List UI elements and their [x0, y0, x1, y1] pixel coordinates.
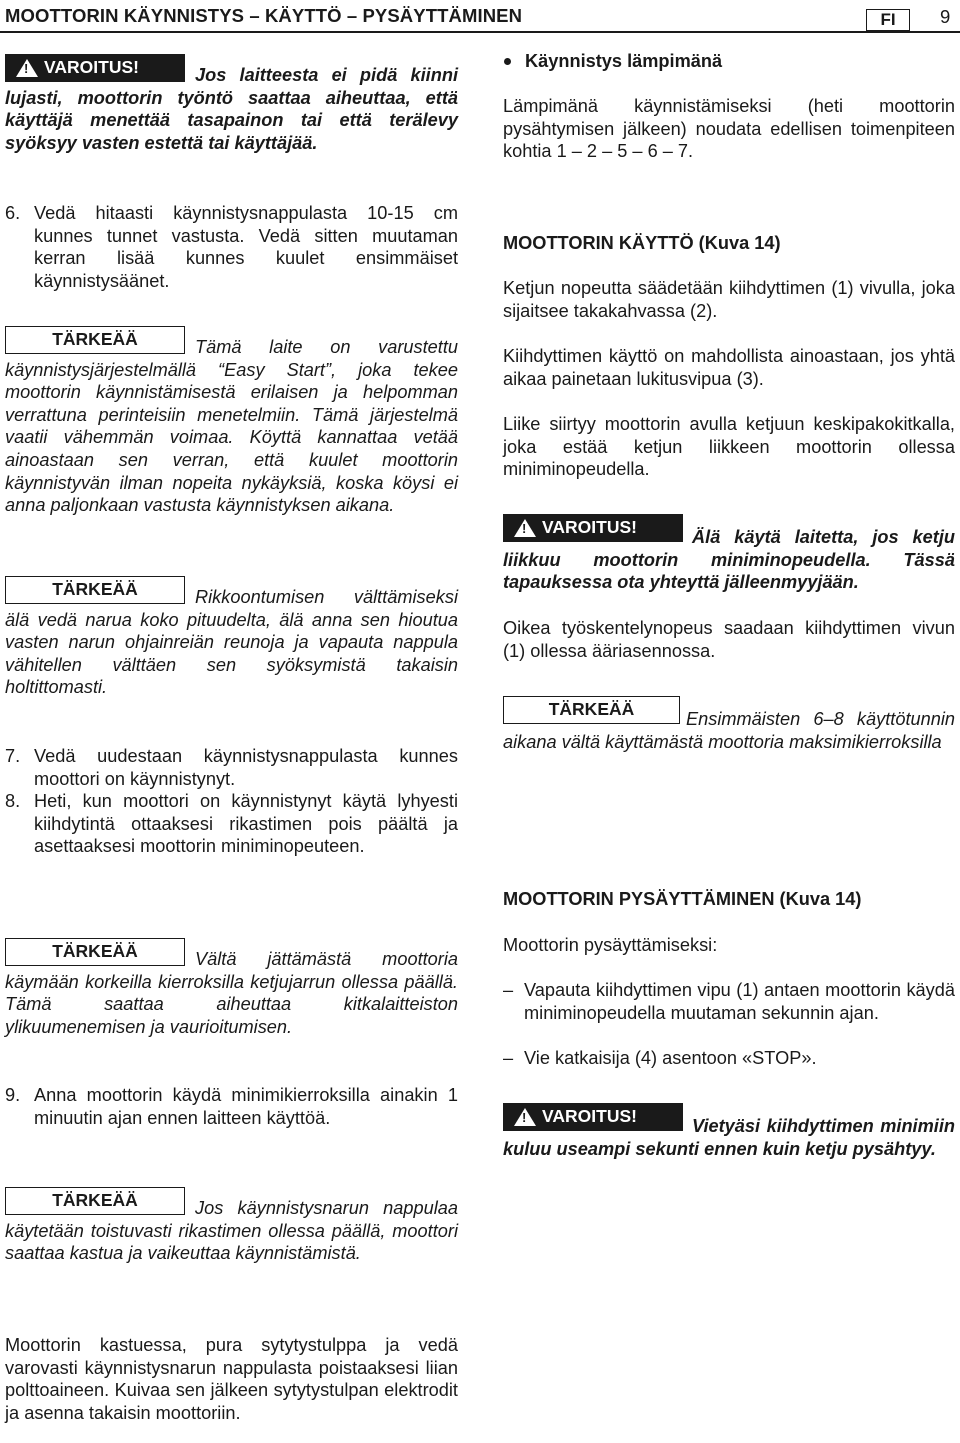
- engine-use-paragraph-1: Ketjun nopeutta säädetään kiihdyttimen (1) vivulla, joka sijaitsee takakahvassa (2).: [503, 278, 955, 321]
- stop-step-text: Vapauta kiihdyttimen vipu (1) antaen moottorin käydä miniminopeudella muutaman sekunnin ajan.: [524, 980, 955, 1023]
- important-label: TÄRKEÄÄ: [5, 576, 185, 604]
- step-number: 8.: [5, 791, 21, 811]
- warning-label-text: VAROITUS!: [44, 57, 139, 77]
- step-text: Vedä hitaasti käynnistysnappulasta 10-15 cm kunnes tunnet vastusta. Vedä sitten muutaman kerran lisää kunnes kuulet ensimmäiset käynnistysäänet.: [34, 203, 458, 291]
- warning-label-text: VAROITUS!: [542, 517, 637, 537]
- important-label: TÄRKEÄÄ: [503, 696, 680, 724]
- dash-icon: –: [503, 1048, 514, 1068]
- step-number: 9.: [5, 1085, 21, 1105]
- step-number: 6.: [5, 203, 21, 223]
- important-label: TÄRKEÄÄ: [5, 938, 185, 966]
- warning-text-3: Vietyäsi kiihdyttimen minimiin kuluu useampi sekunti ennen kuin ketju pysähtyy.: [503, 1116, 955, 1159]
- warm-start-text: Lämpimänä käynnistämiseksi (heti moottorin pysähtymisen jälkeen) noudata edellisen toimenpiteen kohtia 1 – 2 – 5 – 6 – 7.: [503, 96, 955, 162]
- stop-step-text: Vie katkaisija (4) asentoon «STOP».: [524, 1048, 817, 1068]
- warning-text-1: Jos laitteesta ei pidä kiinni lujasti, moottorin työntö saattaa aiheuttaa, että käyttäjä menettää tasapainon tai että terälevy syöksyy vasten estettä tai käyttäjää.: [5, 65, 458, 153]
- step-text: Vedä uudestaan käynnistysnappulasta kunnes moottori on käynnistynyt.: [34, 746, 458, 789]
- engine-use-paragraph-3: Liike siirtyy moottorin avulla ketjuun keskipakokitkalla, joka estää ketjun liikkeen moottorin ollessa miniminopeudella.: [503, 414, 955, 480]
- language-badge: FI: [866, 9, 910, 31]
- warm-start-heading: Käynnistys lämpimänä: [525, 51, 723, 71]
- engine-stop-heading: MOOTTORIN PYSÄYTTÄMINEN (Kuva 14): [503, 889, 862, 909]
- warning-text-2: Älä käytä laitetta, jos ketju liikkuu moottorin miniminopeudella. Tässä tapauksessa ota yhteyttä jälleenmyyjään.: [503, 527, 955, 593]
- important-text-3: Vältä jättämästä moottoria käymään korkeilla kierroksilla ketjujarrun ollessa päällä. Tämä saattaa aiheuttaa kitkalaitteiston ylikuumenemisen ja vaurioitumisen.: [5, 949, 458, 1037]
- step-number: 7.: [5, 746, 21, 766]
- header-rule: [0, 31, 960, 33]
- important-text-2: Rikkoontumisen välttämiseksi älä vedä narua koko pituudelta, älä anna sen hioutua vasten narun ohjainreiän reunoja ja vapauta nappula vähitellen välttäen sen syöksymistä takaisin holtittomasti.: [5, 587, 458, 698]
- step-text: Heti, kun moottori on käynnistynyt käytä lyhyesti kiihdytintä ottaaksesi rikastimen pois päältä ja asettaaksesi moottorin miniminopeuteen.: [34, 791, 458, 857]
- page-title: MOOTTORIN KÄYNNISTYS – KÄYTTÖ – PYSÄYTTÄMINEN: [5, 5, 523, 26]
- important-label: TÄRKEÄÄ: [5, 326, 185, 354]
- bullet-icon: [504, 58, 511, 65]
- engine-stop-intro: Moottorin pysäyttämiseksi:: [503, 935, 718, 955]
- engine-use-paragraph-4: Oikea työskentelynopeus saadaan kiihdyttimen vivun (1) ollessa ääriasennossa.: [503, 618, 955, 661]
- engine-use-heading: MOOTTORIN KÄYTTÖ (Kuva 14): [503, 233, 781, 253]
- important-label: TÄRKEÄÄ: [5, 1187, 185, 1215]
- engine-use-paragraph-2: Kiihdyttimen käyttö on mahdollista ainoastaan, jos yhtä aikaa painetaan lukitusvipua (3).: [503, 346, 955, 389]
- important-text-4: Jos käynnistysnarun nappulaa käytetään toistuvasti rikastimen ollessa päällä, moottori saattaa kastua ja vaikeuttaa käynnistämistä.: [5, 1198, 458, 1264]
- dash-icon: –: [503, 980, 514, 1000]
- important-text-5: Ensimmäisten 6–8 käyttötunnin aikana vältä käyttämästä moottoria maksimikierroksilla: [503, 709, 955, 752]
- flooded-engine-text: Moottorin kastuessa, pura sytytystulppa ja vedä varovasti käynnistysnarun nappulasta poistaaksesi liian polttoaineen. Kuivaa sen jälkeen sytytystulpan elektrodit ja asenna takaisin moottoriin.: [5, 1335, 458, 1423]
- warning-label-text: VAROITUS!: [542, 1106, 637, 1126]
- step-text: Anna moottorin käydä minimikierroksilla ainakin 1 minuutin ajan ennen laitteen käyttöä.: [34, 1085, 458, 1128]
- important-text-1: Tämä laite on varustettu käynnistysjärjestelmällä “Easy Start”, joka tekee moottorin käynnistämisestä erilaisen ja helpomman verrattuna perinteisiin menetelmiin. Tämä järjestelmä vaatii vähemmän voimaa. Köyttä kannattaa vetää ainoastaan sen verran, että kuulet moottorin käynnistyvän ilman nopeita nykäyksiä, koska köysi ei anna paljonkaan vastusta käynnistyksen aikana.: [5, 337, 458, 516]
- page-number: 9: [940, 6, 951, 27]
